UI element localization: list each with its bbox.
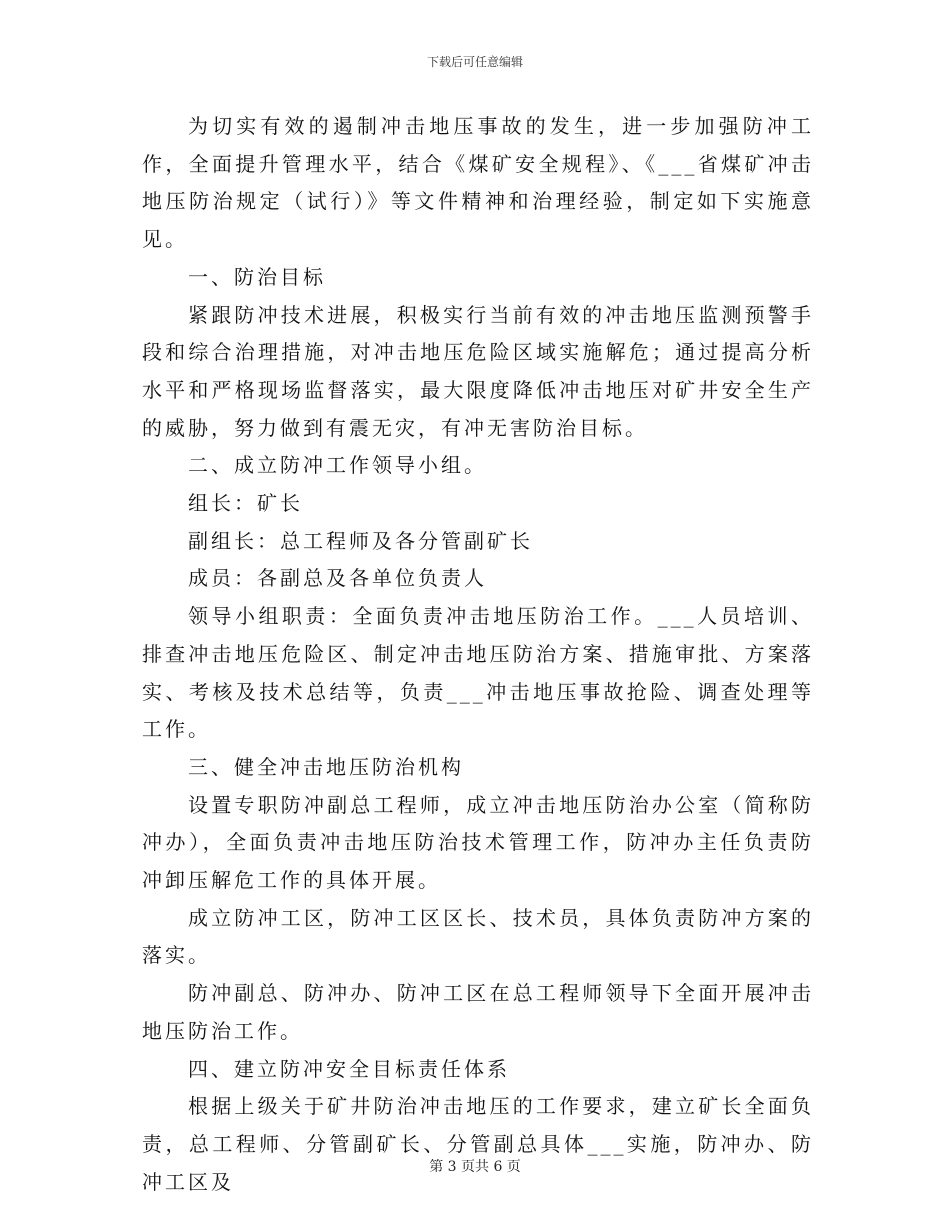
paragraph-coordination: 防冲副总、防冲办、防冲工区在总工程师领导下全面开展冲击地压防治工作。 xyxy=(142,981,814,1043)
paragraph-responsibility: 根据上级关于矿井防治冲击地压的工作要求，建立矿长全面负责，总工程师、分管副矿长、分管副总具体___实施，防冲办、防冲工区及 xyxy=(142,1094,814,1194)
paragraph-office-setup: 设置专职防冲副总工程师，成立冲击地压防治办公室（简称防冲办），全面负责冲击地压防治技术管理工作，防冲办主任负责防冲卸压解危工作的具体开展。 xyxy=(142,792,814,893)
section-heading-organization: 三、健全冲击地压防治机构 xyxy=(188,754,464,779)
paragraph-deputy-leader: 副组长：总工程师及各分管副矿长 xyxy=(188,528,533,553)
paragraph-group-duties: 领导小组职责：全面负责冲击地压防治工作。___人员培训、排查冲击地压危险区、制定冲击地压防治方案、措施审批、方案落实、考核及技术总结等，负责___冲击地压事故抢险、调查处理等工作。 xyxy=(142,604,814,742)
paragraph-work-area: 成立防冲工区，防冲工区区长、技术员，具体负责防冲方案的落实。 xyxy=(142,905,814,968)
page-header-note: 下载后可任意编辑 xyxy=(426,55,523,69)
section-heading-leadership-group: 二、成立防冲工作领导小组。 xyxy=(188,453,487,478)
section-heading-responsibility-system: 四、建立防冲安全目标责任体系 xyxy=(188,1056,510,1081)
paragraph-intro: 为切实有效的遏制冲击地压事故的发生，进一步加强防冲工作，全面提升管理水平，结合《煤矿安全规程》、《___省煤矿冲击地压防治规定（试行）》等文件精神和治理经验，制定如下实施意见。 xyxy=(142,114,814,252)
paragraph-group-leader: 组长：矿长 xyxy=(188,491,303,516)
paragraph-goal: 紧跟防冲技术进展，积极实行当前有效的冲击地压监测预警手段和综合治理措施，对冲击地压危险区域实施解危；通过提高分析水平和严格现场监督落实，最大限度降低冲击地压对矿井安全生产的威胁，努力做到有震无灾，有冲无害防治目标。 xyxy=(142,302,814,440)
document-body xyxy=(142,108,814,1201)
section-heading-goal: 一、防治目标 xyxy=(188,264,326,289)
paragraph-members: 成员：各副总及各单位负责人 xyxy=(188,566,487,591)
page-number: 第 3 页共 6 页 xyxy=(429,1159,521,1175)
